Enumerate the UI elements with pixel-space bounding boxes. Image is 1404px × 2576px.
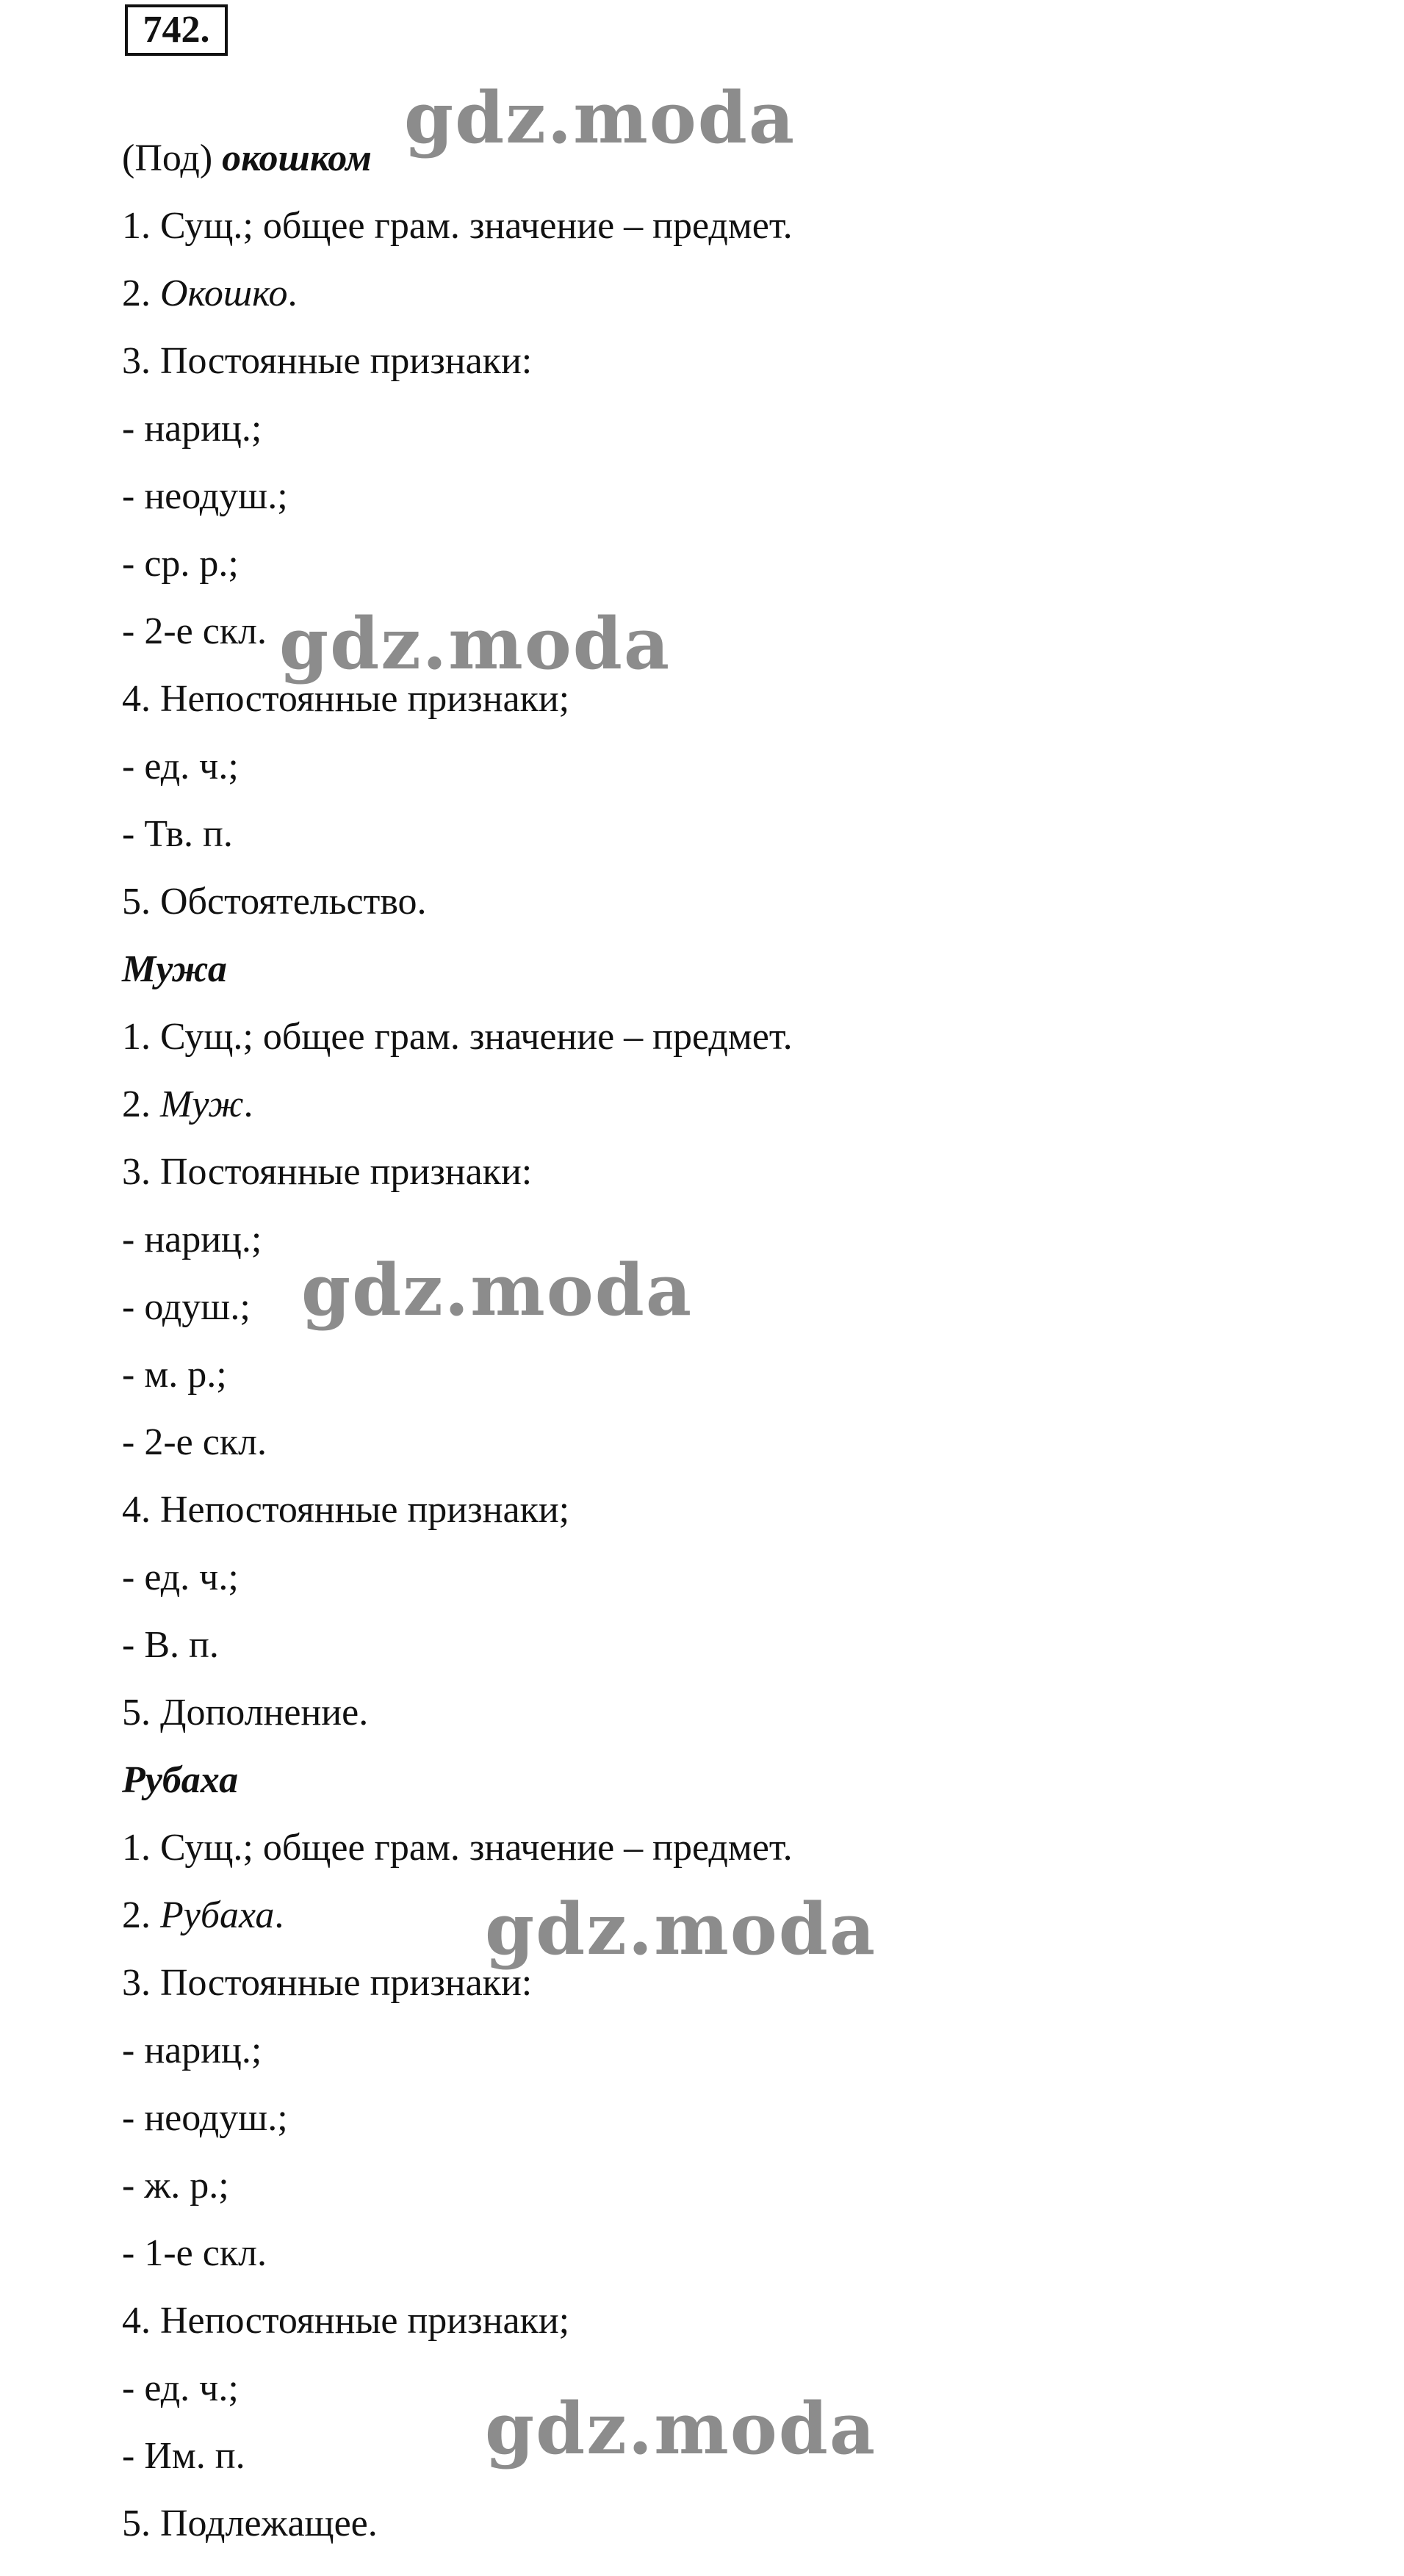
text-line: 3. Постоянные признаки: bbox=[122, 1962, 533, 2004]
task-number-box: 742. bbox=[125, 4, 228, 56]
text-line: - нариц.; bbox=[122, 2030, 262, 2071]
text-line: - Тв. п. bbox=[122, 813, 233, 855]
text-line: - 2-е скл. bbox=[122, 1421, 267, 1463]
lemma-text: Рубаха bbox=[160, 1894, 275, 1936]
text-line: - м. р.; bbox=[122, 1354, 227, 1396]
heading-word: окошком bbox=[222, 137, 372, 179]
text-line: 5. Обстоятельство. bbox=[122, 881, 427, 923]
section-heading bbox=[122, 125, 1224, 192]
text-line: 5. Подлежащее. bbox=[122, 2503, 378, 2544]
text-line: - нариц.; bbox=[122, 408, 262, 450]
text-line: - неодуш.; bbox=[122, 475, 288, 517]
text-line: - 1-е скл. bbox=[122, 2232, 267, 2274]
text-line bbox=[122, 1071, 1224, 1139]
text-line: - нариц.; bbox=[122, 1219, 262, 1260]
text-line: 4. Непостоянные признаки; bbox=[122, 2300, 570, 2342]
text-line: - ед. ч.; bbox=[122, 1556, 239, 1598]
text-line: 3. Постоянные признаки: bbox=[122, 340, 533, 382]
text-line: - 2-е скл. bbox=[122, 610, 267, 652]
watermark: gdz.moda bbox=[485, 2387, 877, 2470]
line-number: 2. bbox=[122, 273, 160, 314]
line-end: . bbox=[274, 1894, 284, 1936]
text-line: - ед. ч.; bbox=[122, 2367, 239, 2409]
content-column bbox=[122, 125, 1224, 2558]
lemma-text: Окошко bbox=[160, 273, 288, 314]
line-number: 2. bbox=[122, 1894, 160, 1936]
line-end: . bbox=[243, 1083, 253, 1125]
watermark: gdz.moda bbox=[279, 602, 672, 685]
text-line: 1. Сущ.; общее грам. значение – предмет. bbox=[122, 1827, 793, 1869]
section-heading: Мужа bbox=[122, 948, 227, 990]
watermark: gdz.moda bbox=[404, 76, 796, 159]
text-line: 4. Непостоянные признаки; bbox=[122, 678, 570, 720]
text-line: 1. Сущ.; общее грам. значение – предмет. bbox=[122, 205, 793, 247]
text-line: - одуш.; bbox=[122, 1286, 251, 1328]
line-end: . bbox=[287, 273, 298, 314]
text-line bbox=[122, 260, 1224, 328]
lemma-text: Муж bbox=[160, 1083, 244, 1125]
text-line: - В. п. bbox=[122, 1624, 219, 1666]
text-line: 3. Постоянные признаки: bbox=[122, 1151, 533, 1193]
text-line: - ед. ч.; bbox=[122, 746, 239, 787]
watermark: gdz.moda bbox=[301, 1249, 694, 1332]
text-line: 1. Сущ.; общее грам. значение – предмет. bbox=[122, 1016, 793, 1058]
line-number: 2. bbox=[122, 1083, 160, 1125]
text-line: - ср. р.; bbox=[122, 543, 239, 585]
text-line: - Им. п. bbox=[122, 2435, 245, 2477]
text-line: 4. Непостоянные признаки; bbox=[122, 1489, 570, 1531]
text-line: 5. Дополнение. bbox=[122, 1692, 369, 1733]
text-line: - неодуш.; bbox=[122, 2097, 288, 2139]
section-heading: Рубаха bbox=[122, 1759, 239, 1801]
watermark: gdz.moda bbox=[485, 1888, 877, 1971]
heading-prefix: (Под) bbox=[122, 137, 223, 179]
text-line bbox=[122, 1882, 1224, 1949]
text-line: - ж. р.; bbox=[122, 2165, 229, 2207]
